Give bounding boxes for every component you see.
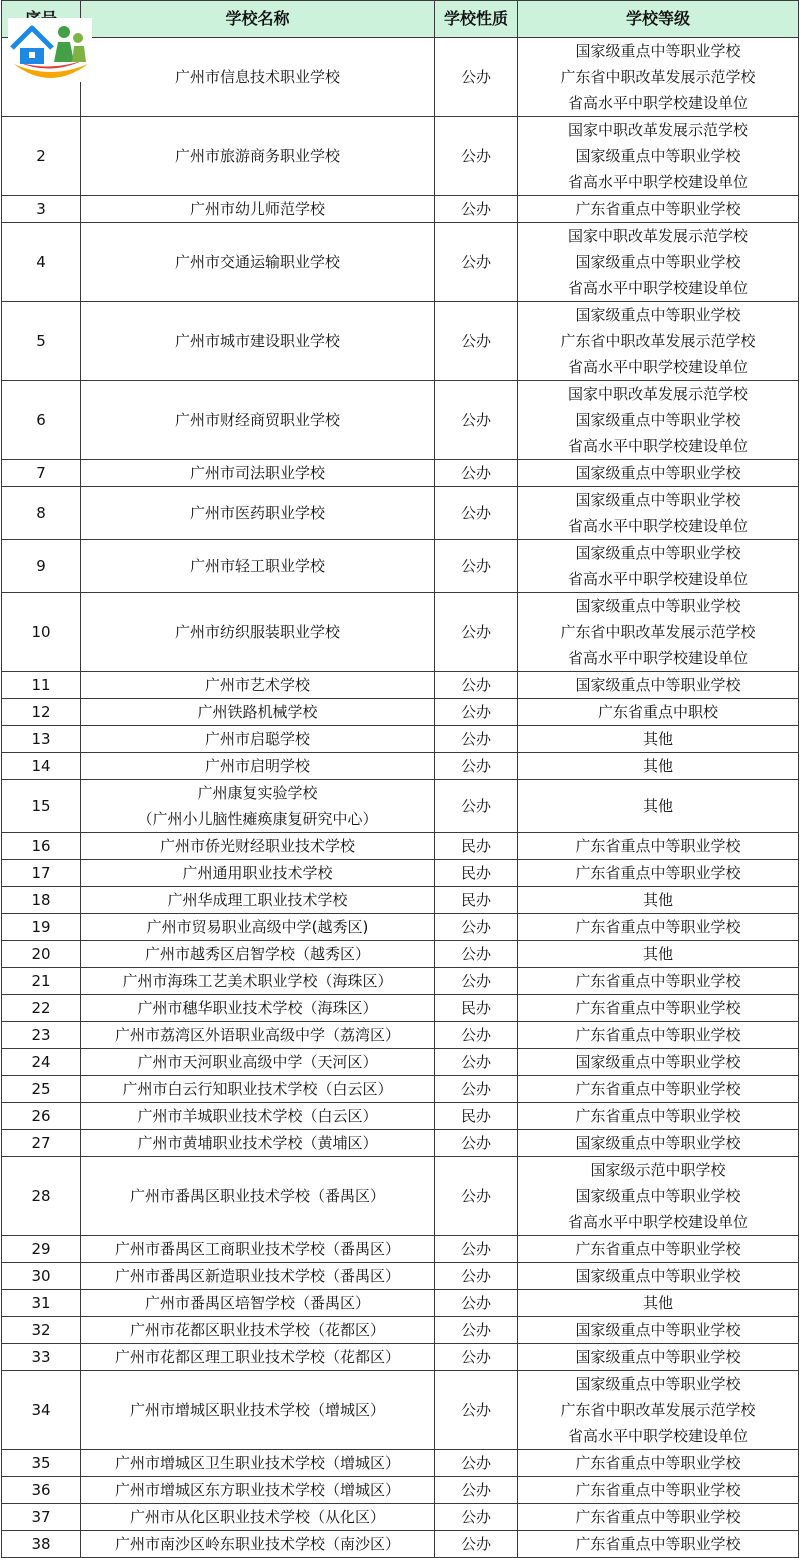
cell-school-type: 公办 xyxy=(435,941,518,968)
cell-school-grade xyxy=(518,38,799,117)
grade-line: 其他 xyxy=(642,1294,673,1312)
grade-line: 广东省中职改革发展示范学校 xyxy=(560,623,756,641)
cell-school-type: 民办 xyxy=(435,860,518,887)
school-name-line: 广州市花都区理工职业技术学校（花都区） xyxy=(114,1348,400,1366)
cell-school-grade xyxy=(518,487,799,540)
cell-no: 16 xyxy=(2,833,81,860)
cell-school-name xyxy=(81,1236,435,1263)
grade-line: 国家级重点中等职业学校 xyxy=(575,544,741,562)
school-name-line: 广州市城市建设职业学校 xyxy=(174,332,340,350)
cell-school-grade xyxy=(518,381,799,460)
grade-line: 广东省重点中等职业学校 xyxy=(575,1481,741,1499)
logo xyxy=(8,18,92,82)
grade-line: 国家级重点中等职业学校 xyxy=(575,597,741,615)
cell-school-type: 公办 xyxy=(435,753,518,780)
school-name-line: 广州市花都区职业技术学校（花都区） xyxy=(129,1321,385,1339)
grade-line: 省高水平中职学校建设单位 xyxy=(567,358,748,376)
cell-no: 33 xyxy=(2,1344,81,1371)
table-row xyxy=(2,860,799,887)
grade-line: 其他 xyxy=(642,891,673,909)
cell-no: 10 xyxy=(2,593,81,672)
table-row xyxy=(2,1236,799,1263)
grade-line: 省高水平中职学校建设单位 xyxy=(567,94,748,112)
cell-no: 19 xyxy=(2,914,81,941)
cell-no: 14 xyxy=(2,753,81,780)
grade-line: 广东省重点中等职业学校 xyxy=(575,837,741,855)
school-name-line: 广州市番禺区职业技术学校（番禺区） xyxy=(129,1187,385,1205)
school-name-line: 广州市番禺区培智学校（番禺区） xyxy=(144,1294,370,1312)
grade-line: 国家级重点中等职业学校 xyxy=(575,1134,741,1152)
grade-line: 其他 xyxy=(642,730,673,748)
cell-school-type: 公办 xyxy=(435,914,518,941)
grade-line: 广东省重点中等职业学校 xyxy=(575,1508,741,1526)
cell-school-type: 公办 xyxy=(435,1504,518,1531)
cell-no: 31 xyxy=(2,1290,81,1317)
grade-line: 广东省重点中等职业学校 xyxy=(575,972,741,990)
cell-school-name xyxy=(81,1531,435,1558)
cell-school-grade xyxy=(518,1103,799,1130)
cell-school-name xyxy=(81,196,435,223)
table-row xyxy=(2,1344,799,1371)
cell-school-type: 公办 xyxy=(435,381,518,460)
cell-school-type: 公办 xyxy=(435,38,518,117)
school-name-line: 广州市海珠工艺美术职业学校（海珠区） xyxy=(122,972,393,990)
cell-school-type: 公办 xyxy=(435,1022,518,1049)
cell-school-name xyxy=(81,672,435,699)
table-row xyxy=(2,914,799,941)
table-row xyxy=(2,460,799,487)
cell-school-grade xyxy=(518,887,799,914)
cell-no: 36 xyxy=(2,1477,81,1504)
cell-school-type: 民办 xyxy=(435,995,518,1022)
cell-school-name xyxy=(81,1263,435,1290)
cell-school-type: 公办 xyxy=(435,302,518,381)
school-name-line: 广州市从化区职业技术学校（从化区） xyxy=(129,1508,385,1526)
cell-no: 17 xyxy=(2,860,81,887)
grade-line: 国家级重点中等职业学校 xyxy=(575,253,741,271)
cell-school-type: 公办 xyxy=(435,223,518,302)
grade-line: 国家中职改革发展示范学校 xyxy=(567,121,748,139)
cell-school-grade xyxy=(518,593,799,672)
cell-school-grade xyxy=(518,995,799,1022)
cell-no: 2 xyxy=(2,117,81,196)
cell-no: 22 xyxy=(2,995,81,1022)
cell-school-grade xyxy=(518,1531,799,1558)
school-name-line: 广州康复实验学校 xyxy=(197,784,318,802)
cell-school-grade xyxy=(518,223,799,302)
cell-no: 29 xyxy=(2,1236,81,1263)
cell-school-name xyxy=(81,753,435,780)
school-name-line: 广州市增城区职业技术学校（增城区） xyxy=(129,1401,385,1419)
cell-school-grade xyxy=(518,302,799,381)
table-row xyxy=(2,1103,799,1130)
cell-school-type: 公办 xyxy=(435,672,518,699)
cell-school-type: 公办 xyxy=(435,1290,518,1317)
cell-school-name xyxy=(81,1049,435,1076)
cell-school-type: 公办 xyxy=(435,1317,518,1344)
grade-line: 省高水平中职学校建设单位 xyxy=(567,437,748,455)
table-row xyxy=(2,699,799,726)
cell-school-type: 公办 xyxy=(435,593,518,672)
grade-line: 国家级重点中等职业学校 xyxy=(575,42,741,60)
cell-school-type: 公办 xyxy=(435,540,518,593)
grade-line: 广东省重点中等职业学校 xyxy=(575,1026,741,1044)
cell-school-name xyxy=(81,1103,435,1130)
cell-no: 18 xyxy=(2,887,81,914)
cell-school-name xyxy=(81,1477,435,1504)
table-row xyxy=(2,1049,799,1076)
grade-line: 广东省重点中等职业学校 xyxy=(575,200,741,218)
table-row xyxy=(2,968,799,995)
cell-no: 20 xyxy=(2,941,81,968)
grade-line: 国家级重点中等职业学校 xyxy=(575,1375,741,1393)
grade-line: 广东省重点中等职业学校 xyxy=(575,1080,741,1098)
cell-school-name xyxy=(81,1371,435,1450)
cell-no: 35 xyxy=(2,1450,81,1477)
cell-no: 3 xyxy=(2,196,81,223)
grade-line: 国家级重点中等职业学校 xyxy=(575,676,741,694)
table-row xyxy=(2,302,799,381)
table-row xyxy=(2,196,799,223)
cell-school-type: 公办 xyxy=(435,1450,518,1477)
school-name-line: 广州市天河职业高级中学（天河区） xyxy=(137,1053,378,1071)
school-name-line: 广州市纺织服装职业学校 xyxy=(174,623,340,641)
cell-no: 13 xyxy=(2,726,81,753)
school-table xyxy=(1,0,799,1558)
cell-school-type: 公办 xyxy=(435,1157,518,1236)
cell-school-type: 公办 xyxy=(435,699,518,726)
cell-school-grade xyxy=(518,753,799,780)
cell-school-name xyxy=(81,1290,435,1317)
cell-no: 24 xyxy=(2,1049,81,1076)
school-name-line: 广州市司法职业学校 xyxy=(189,464,325,482)
cell-school-grade xyxy=(518,1157,799,1236)
header-row xyxy=(2,1,799,38)
grade-line: 省高水平中职学校建设单位 xyxy=(567,517,748,535)
cell-school-grade xyxy=(518,1236,799,1263)
school-name-line: 广州市艺术学校 xyxy=(204,676,310,694)
cell-school-type: 公办 xyxy=(435,1049,518,1076)
header-grade: 学校等级 xyxy=(518,1,799,38)
table-row xyxy=(2,1531,799,1558)
table-row xyxy=(2,487,799,540)
cell-school-name xyxy=(81,699,435,726)
cell-school-name xyxy=(81,995,435,1022)
grade-line: 广东省重点中等职业学校 xyxy=(575,1535,741,1553)
grade-line: 国家级重点中等职业学校 xyxy=(575,1348,741,1366)
school-name-line: 广州市轻工职业学校 xyxy=(189,557,325,575)
school-name-line: 广州市番禺区工商职业技术学校（番禺区） xyxy=(114,1240,400,1258)
cell-school-grade xyxy=(518,780,799,833)
cell-school-type: 公办 xyxy=(435,1477,518,1504)
cell-school-name xyxy=(81,887,435,914)
table-row xyxy=(2,887,799,914)
cell-school-name xyxy=(81,1317,435,1344)
cell-no: 9 xyxy=(2,540,81,593)
cell-school-grade xyxy=(518,860,799,887)
school-name-line: 广州市启明学校 xyxy=(204,757,310,775)
cell-school-type: 公办 xyxy=(435,1130,518,1157)
school-name-line: 广州市越秀区启智学校（越秀区） xyxy=(144,945,370,963)
grade-line: 国家级重点中等职业学校 xyxy=(575,464,741,482)
cell-school-type: 公办 xyxy=(435,1371,518,1450)
grade-line: 省高水平中职学校建设单位 xyxy=(567,1213,748,1231)
table-row xyxy=(2,1290,799,1317)
table-row xyxy=(2,1157,799,1236)
cell-school-name xyxy=(81,540,435,593)
cell-school-grade xyxy=(518,968,799,995)
school-name-line: 广州市黄埔职业技术学校（黄埔区） xyxy=(137,1134,378,1152)
table-row xyxy=(2,1371,799,1450)
table-row xyxy=(2,540,799,593)
cell-no: 21 xyxy=(2,968,81,995)
cell-no: 32 xyxy=(2,1317,81,1344)
grade-line: 其他 xyxy=(642,797,673,815)
cell-school-type: 公办 xyxy=(435,460,518,487)
table-row xyxy=(2,941,799,968)
grade-line: 国家级重点中等职业学校 xyxy=(575,1053,741,1071)
cell-school-grade xyxy=(518,1504,799,1531)
cell-school-name xyxy=(81,38,435,117)
cell-school-name xyxy=(81,302,435,381)
cell-school-name xyxy=(81,726,435,753)
grade-line: 省高水平中职学校建设单位 xyxy=(567,1427,748,1445)
cell-school-name xyxy=(81,860,435,887)
grade-line: 其他 xyxy=(642,945,673,963)
grade-line: 广东省重点中等职业学校 xyxy=(575,1107,741,1125)
table-row xyxy=(2,38,799,117)
grade-line: 广东省重点中职校 xyxy=(597,703,718,721)
cell-school-grade xyxy=(518,540,799,593)
cell-school-name xyxy=(81,941,435,968)
cell-school-type: 民办 xyxy=(435,833,518,860)
cell-school-grade xyxy=(518,1263,799,1290)
school-name-line: 广州市南沙区岭东职业技术学校（南沙区） xyxy=(114,1535,400,1553)
cell-school-type: 公办 xyxy=(435,1076,518,1103)
school-name-line: 广州市增城区卫生职业技术学校（增城区） xyxy=(114,1454,400,1472)
school-name-line: 广州市荔湾区外语职业高级中学（荔湾区） xyxy=(114,1026,400,1044)
cell-school-grade xyxy=(518,1317,799,1344)
cell-school-type: 公办 xyxy=(435,1263,518,1290)
cell-no: 38 xyxy=(2,1531,81,1558)
school-name-line: 广州市白云行知职业技术学校（白云区） xyxy=(122,1080,393,1098)
table-row xyxy=(2,381,799,460)
grade-line: 省高水平中职学校建设单位 xyxy=(567,570,748,588)
grade-line: 广东省重点中等职业学校 xyxy=(575,1240,741,1258)
grade-line: 省高水平中职学校建设单位 xyxy=(567,279,748,297)
cell-no: 30 xyxy=(2,1263,81,1290)
cell-school-grade xyxy=(518,1130,799,1157)
cell-no: 4 xyxy=(2,223,81,302)
grade-line: 国家级重点中等职业学校 xyxy=(575,306,741,324)
cell-school-type: 公办 xyxy=(435,726,518,753)
grade-line: 国家级重点中等职业学校 xyxy=(575,1321,741,1339)
cell-school-name xyxy=(81,968,435,995)
school-name-line: 广州市穗华职业技术学校（海珠区） xyxy=(137,999,378,1017)
school-name-line: 广州市侨光财经职业技术学校 xyxy=(159,837,355,855)
school-name-line: 广州市幼儿师范学校 xyxy=(189,200,325,218)
table-row xyxy=(2,780,799,833)
cell-school-type: 民办 xyxy=(435,887,518,914)
cell-school-type: 公办 xyxy=(435,487,518,540)
cell-school-name xyxy=(81,780,435,833)
grade-line: 国家级示范中职学校 xyxy=(590,1161,726,1179)
cell-school-name xyxy=(81,914,435,941)
table-row xyxy=(2,1022,799,1049)
cell-no: 11 xyxy=(2,672,81,699)
table-row xyxy=(2,995,799,1022)
cell-school-grade xyxy=(518,914,799,941)
cell-school-grade xyxy=(518,1450,799,1477)
grade-line: 省高水平中职学校建设单位 xyxy=(567,649,748,667)
table-row xyxy=(2,753,799,780)
cell-school-grade xyxy=(518,672,799,699)
cell-school-type: 公办 xyxy=(435,1344,518,1371)
cell-school-name xyxy=(81,1344,435,1371)
cell-school-grade xyxy=(518,1290,799,1317)
grade-line: 广东省重点中等职业学校 xyxy=(575,918,741,936)
school-name-line: 广州通用职业技术学校 xyxy=(182,864,333,882)
grade-line: 省高水平中职学校建设单位 xyxy=(567,173,748,191)
table-row xyxy=(2,1477,799,1504)
cell-school-name xyxy=(81,1022,435,1049)
cell-school-grade xyxy=(518,941,799,968)
cell-school-type: 公办 xyxy=(435,1531,518,1558)
grade-line: 广东省重点中等职业学校 xyxy=(575,864,741,882)
cell-school-grade xyxy=(518,1371,799,1450)
cell-school-name xyxy=(81,1504,435,1531)
table-row xyxy=(2,1263,799,1290)
cell-no: 6 xyxy=(2,381,81,460)
cell-school-name xyxy=(81,1076,435,1103)
cell-school-type: 公办 xyxy=(435,196,518,223)
cell-school-type: 公办 xyxy=(435,780,518,833)
grade-line: 广东省重点中等职业学校 xyxy=(575,1454,741,1472)
cell-school-name xyxy=(81,1450,435,1477)
cell-school-name xyxy=(81,223,435,302)
cell-school-name xyxy=(81,1130,435,1157)
school-name-line: 广州市贸易职业高级中学(越秀区) xyxy=(146,918,369,936)
cell-no: 8 xyxy=(2,487,81,540)
table-row xyxy=(2,593,799,672)
table-row xyxy=(2,833,799,860)
cell-school-name xyxy=(81,381,435,460)
school-name-line: 广州市信息技术职业学校 xyxy=(174,68,340,86)
school-name-line: 广州市番禺区新造职业技术学校（番禺区） xyxy=(114,1267,400,1285)
cell-school-name xyxy=(81,833,435,860)
grade-line: 国家级重点中等职业学校 xyxy=(575,411,741,429)
table-row xyxy=(2,1076,799,1103)
cell-school-grade xyxy=(518,833,799,860)
table-row xyxy=(2,1504,799,1531)
cell-no: 12 xyxy=(2,699,81,726)
school-name-line: 广州华成理工职业技术学校 xyxy=(167,891,348,909)
house-family-logo-icon xyxy=(8,18,92,82)
cell-school-name xyxy=(81,487,435,540)
table-row xyxy=(2,1130,799,1157)
cell-no: 7 xyxy=(2,460,81,487)
school-name-line: 广州市旅游商务职业学校 xyxy=(174,147,340,165)
table-row xyxy=(2,1450,799,1477)
cell-school-name xyxy=(81,593,435,672)
grade-line: 国家级重点中等职业学校 xyxy=(575,1267,741,1285)
grade-line: 广东省中职改革发展示范学校 xyxy=(560,332,756,350)
cell-school-grade xyxy=(518,1477,799,1504)
table-row xyxy=(2,1317,799,1344)
cell-no: 28 xyxy=(2,1157,81,1236)
grade-line: 广东省中职改革发展示范学校 xyxy=(560,1401,756,1419)
grade-line: 国家级重点中等职业学校 xyxy=(575,1187,741,1205)
cell-school-name xyxy=(81,1157,435,1236)
school-name-line: 广州市增城区东方职业技术学校（增城区） xyxy=(114,1481,400,1499)
table-row xyxy=(2,726,799,753)
grade-line: 国家级重点中等职业学校 xyxy=(575,491,741,509)
table-row xyxy=(2,117,799,196)
cell-no: 23 xyxy=(2,1022,81,1049)
cell-school-grade xyxy=(518,196,799,223)
table-row xyxy=(2,223,799,302)
cell-school-grade xyxy=(518,460,799,487)
cell-school-grade xyxy=(518,1076,799,1103)
school-name-line: （广州小儿脑性瘫痪康复研究中心） xyxy=(137,810,378,828)
cell-no: 25 xyxy=(2,1076,81,1103)
grade-line: 国家中职改革发展示范学校 xyxy=(567,385,748,403)
cell-no: 34 xyxy=(2,1371,81,1450)
cell-school-type: 公办 xyxy=(435,968,518,995)
cell-school-grade xyxy=(518,117,799,196)
grade-line: 广东省中职改革发展示范学校 xyxy=(560,68,756,86)
grade-line: 广东省重点中等职业学校 xyxy=(575,999,741,1017)
cell-no: 5 xyxy=(2,302,81,381)
cell-no: 26 xyxy=(2,1103,81,1130)
grade-line: 其他 xyxy=(642,757,673,775)
school-name-line: 广州市交通运输职业学校 xyxy=(174,253,340,271)
cell-school-grade xyxy=(518,699,799,726)
cell-school-type: 民办 xyxy=(435,1103,518,1130)
grade-line: 国家级重点中等职业学校 xyxy=(575,147,741,165)
header-name: 学校名称 xyxy=(81,1,435,38)
header-type: 学校性质 xyxy=(435,1,518,38)
school-name-line: 广州市财经商贸职业学校 xyxy=(174,411,340,429)
school-name-line: 广州市羊城职业技术学校（白云区） xyxy=(137,1107,378,1125)
table-row xyxy=(2,672,799,699)
cell-no: 27 xyxy=(2,1130,81,1157)
cell-school-name xyxy=(81,117,435,196)
school-name-line: 广州市医药职业学校 xyxy=(189,504,325,522)
cell-school-grade xyxy=(518,1049,799,1076)
cell-school-grade xyxy=(518,1022,799,1049)
school-name-line: 广州铁路机械学校 xyxy=(197,703,318,721)
cell-school-type: 公办 xyxy=(435,117,518,196)
cell-school-grade xyxy=(518,1344,799,1371)
cell-school-type: 公办 xyxy=(435,1236,518,1263)
school-name-line: 广州市启聪学校 xyxy=(204,730,310,748)
cell-school-name xyxy=(81,460,435,487)
cell-school-grade xyxy=(518,726,799,753)
cell-no: 15 xyxy=(2,780,81,833)
cell-no: 37 xyxy=(2,1504,81,1531)
grade-line: 国家中职改革发展示范学校 xyxy=(567,227,748,245)
